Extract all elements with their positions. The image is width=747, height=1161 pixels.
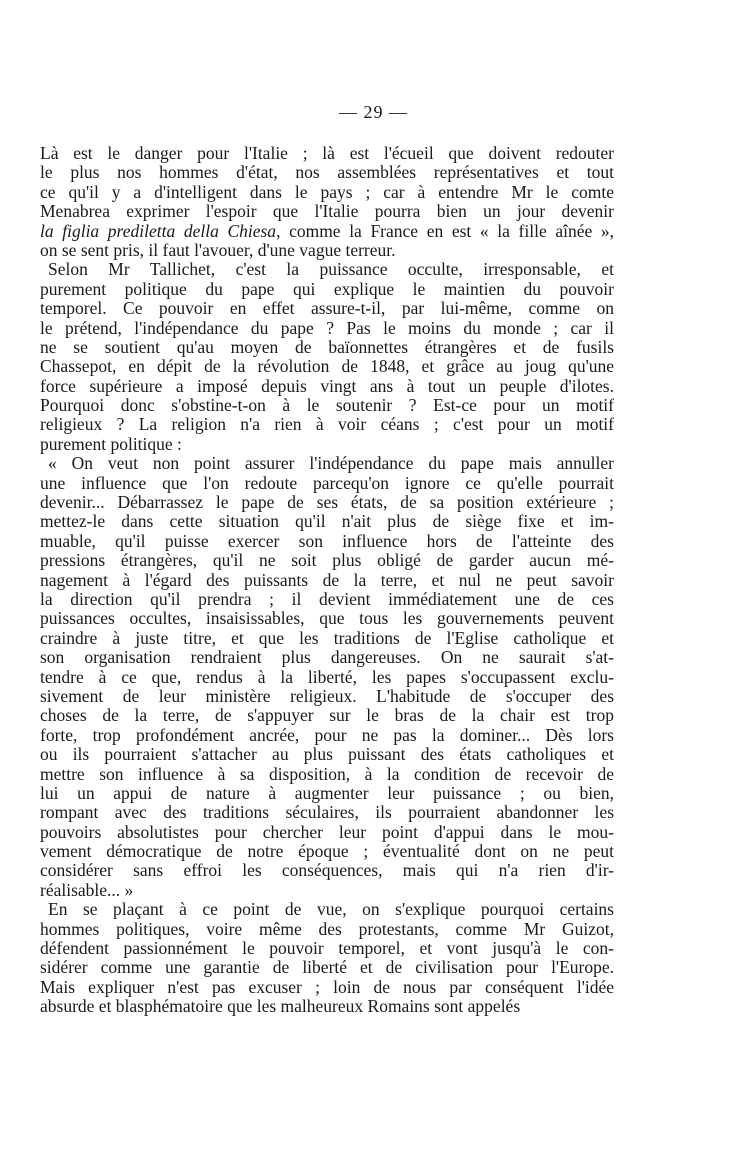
text-line: temporel. Ce pouvoir en effet assure-t-il, par lui-même, comme on [40,298,614,319]
text-line: considérer sans effroi les conséquences, mais qui n'a rien d'ir- [40,860,614,881]
text-line: Chassepot, en dépit de la révolution de 1848, et grâce au joug qu'une [40,356,614,377]
text-line: Menabrea exprimer l'espoir que l'Italie pourra bien un jour devenir [40,201,614,222]
text-line: ne se soutient qu'au moyen de baïonnettes étrangères et de fusils [40,336,614,357]
text-line: puissances occultes, insaisissables, que tous les gouvernements peuvent [40,608,614,629]
text-line: mettre son influence à sa disposition, à la condition de recevoir de [40,763,614,784]
page-number: — 29 — [339,102,408,122]
text-line: religieux ? La religion n'a rien à voir céans ; c'est pour un motif [40,414,614,435]
text-line: défendent passionnément le pouvoir temporel, et vont jusqu'à le con- [40,938,614,959]
text-line: Pourquoi donc s'obstine-t-on à le soutenir ? Est-ce pour un motif [40,395,614,416]
text-line: une influence que l'on redoute parcequ'on ignore ce qu'elle pourrait [40,472,614,493]
text-line: pressions étrangères, qu'il ne soit plus obligé de garder aucun mé- [40,550,614,571]
text-line: rompant avec des traditions séculaires, ils pourraient abandonner les [40,802,614,823]
text-line: craindre à juste titre, et que les traditions de l'Eglise catholique et [40,627,614,648]
text-line: Là est le danger pour l'Italie ; là est l'écueil que doivent redouter [40,143,614,163]
text-line: on se sent pris, il faut l'avouer, d'une vague terreur. [40,239,396,260]
text-line: absurde et blasphématoire que les malheureux Romains sont appelés [40,996,521,1017]
text-line: pouvoirs absolutistes pour chercher leur point d'appui dans le mou- [40,821,614,842]
text-line: le plus nos hommes d'état, nos assemblées représentatives et tout [40,162,614,183]
text-line: tendre à ce que, rendus à la liberté, les papes s'occupassent exclu- [40,666,614,687]
text-line: sidérer comme une garantie de liberté et de civilisation pour l'Europe. [40,957,614,978]
text-line: choses de la terre, de s'appuyer sur le bras de la chair est trop [40,705,614,726]
text-line: ce qu'il y a d'intelligent dans le pays ; car à entendre Mr le comte [40,181,614,202]
text-line: le prétend, l'indépendance du pape ? Pas le moins du monde ; car il [40,317,614,338]
text-line: réalisable... » [40,879,134,900]
text-line: vement démocratique de notre époque ; éventualité dont on ne peut [40,841,614,862]
body-text [40,144,614,1017]
text-line: son organisation rendraient plus dangereuses. On ne saurait s'at- [40,647,614,668]
text-line: « On veut non point assurer l'indépendance du pape mais annuller [48,453,614,474]
text-line: sivement de leur ministère religieux. L'habitude de s'occuper des [40,685,614,706]
text-line: forte, trop profondément ancrée, pour ne pas la dominer... Dès lors [40,724,614,745]
text-line: ou ils pourraient s'attacher au plus puissant des états catholiques et [40,744,614,765]
text-line: devenir... Débarrassez le pape de ses états, de sa position extérieure ; [40,492,614,513]
text-line: la direction qu'il prendra ; il devient immédiatement une de ces [40,588,614,609]
text-line: purement politique : [40,433,182,454]
text-line: purement politique du pape qui explique le maintien du pouvoir [40,278,614,299]
text-line: force supérieure a imposé depuis vingt ans à tout un peuple d'ilotes. [40,375,614,396]
text-line: muable, qu'il puisse exercer son influence hors de l'atteinte des [40,530,614,551]
text-line: hommes politiques, voire même des protestants, comme Mr Guizot, [40,918,614,939]
text-line: la figlia prediletta della Chiesa, comme la France en est « la fille aînée », [40,220,614,241]
text-line: Mais expliquer n'est pas excuser ; loin de nous par conséquent l'idée [40,976,614,997]
text-line: mettez-le dans cette situation qu'il n'ait plus de siège fixe et im- [40,511,614,532]
text-line: lui un appui de nature à augmenter leur puissance ; ou bien, [40,782,614,803]
text-line: Selon Mr Tallichet, c'est la puissance occulte, irresponsable, et [48,259,614,280]
text-line: En se plaçant à ce point de vue, on s'explique pourquoi certains [48,899,614,920]
text-line: nagement à l'égard des puissants de la terre, et nul ne peut savoir [40,569,614,590]
